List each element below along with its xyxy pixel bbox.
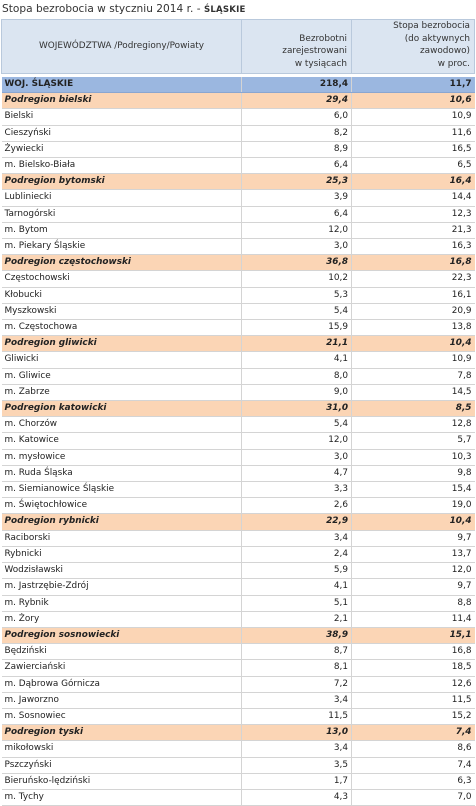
table-row (2, 741, 475, 757)
table-row (2, 206, 475, 222)
table-row (2, 676, 475, 692)
header-region-column: WOJEWÓDZTWA /Podregiony/Powiaty (2, 20, 242, 74)
unemployed-cell: 36,8 (242, 255, 352, 271)
unemployed-cell: 3,0 (242, 449, 352, 465)
rate-cell: 15,4 (352, 482, 475, 498)
region-name-cell: Cieszyński (2, 125, 242, 141)
unemployed-cell: 31,0 (242, 401, 352, 417)
unemployed-cell: 5,3 (242, 287, 352, 303)
rate-cell: 8,8 (352, 595, 475, 611)
header-rate-line-1: Stopa bezrobocia (393, 21, 470, 31)
region-name-cell: m. Jaworzno (2, 692, 242, 708)
region-name-cell: Będziński (2, 644, 242, 660)
table-row (2, 660, 475, 676)
header-unemployed-line-2: zarejestrowani (282, 46, 347, 56)
table-row (2, 546, 475, 562)
unemployed-cell: 3,0 (242, 239, 352, 255)
rate-cell: 9,7 (352, 530, 475, 546)
table-row (2, 190, 475, 206)
region-name-cell: Rybnicki (2, 546, 242, 562)
region-name-cell: Lubliniecki (2, 190, 242, 206)
unemployed-cell: 15,9 (242, 320, 352, 336)
table-row (2, 433, 475, 449)
unemployed-cell: 3,9 (242, 190, 352, 206)
unemployed-cell: 3,4 (242, 530, 352, 546)
unemployed-cell: 9,0 (242, 384, 352, 400)
table-row (2, 789, 475, 805)
unemployed-cell: 1,7 (242, 773, 352, 789)
region-name-cell: m. Zabrze (2, 384, 242, 400)
unemployed-cell: 5,9 (242, 563, 352, 579)
rate-cell: 7,0 (352, 789, 475, 805)
unemployed-cell: 25,3 (242, 174, 352, 190)
region-name-cell: Tarnogórski (2, 206, 242, 222)
table-row (2, 449, 475, 465)
rate-cell: 8,6 (352, 741, 475, 757)
table-row (2, 530, 475, 546)
table-row (2, 595, 475, 611)
table-row (2, 352, 475, 368)
title-region: ŚLĄSKIE (203, 5, 246, 15)
rate-cell: 15,2 (352, 708, 475, 724)
rate-cell: 22,3 (352, 271, 475, 287)
header-unemployed-column (242, 20, 352, 74)
table-row (2, 498, 475, 514)
rate-cell: 16,8 (352, 255, 475, 271)
subregion-row (2, 93, 475, 109)
unemployed-cell: 5,4 (242, 303, 352, 319)
region-name-cell: m. Sosnowiec (2, 708, 242, 724)
region-name-cell: Podregion bytomski (2, 174, 242, 190)
unemployed-cell: 4,1 (242, 579, 352, 595)
unemployed-cell: 3,4 (242, 741, 352, 757)
table-row (2, 417, 475, 433)
table-row (2, 368, 475, 384)
unemployed-cell: 2,6 (242, 498, 352, 514)
rate-cell: 14,4 (352, 190, 475, 206)
rate-cell: 11,5 (352, 692, 475, 708)
region-name-cell: mikołowski (2, 741, 242, 757)
region-name-cell: m. Rybnik (2, 595, 242, 611)
region-name-cell: m. Świętochłowice (2, 498, 242, 514)
table-row (2, 482, 475, 498)
rate-cell: 16,3 (352, 239, 475, 255)
rate-cell: 15,1 (352, 627, 475, 643)
region-name-cell: m. Siemianowice Śląskie (2, 482, 242, 498)
unemployed-cell: 29,4 (242, 93, 352, 109)
rate-cell: 6,3 (352, 773, 475, 789)
header-rate-line-3: w proc. (437, 58, 470, 69)
subregion-row (2, 401, 475, 417)
rate-cell: 10,4 (352, 336, 475, 352)
region-name-cell: m. Dąbrowa Górnicza (2, 676, 242, 692)
table-row (2, 271, 475, 287)
unemployed-cell: 218,4 (242, 77, 352, 93)
rate-cell: 13,7 (352, 546, 475, 562)
table-row (2, 708, 475, 724)
table-row (2, 644, 475, 660)
rate-cell: 16,4 (352, 174, 475, 190)
rate-cell: 10,4 (352, 514, 475, 530)
unemployed-cell: 8,1 (242, 660, 352, 676)
rate-cell: 18,5 (352, 660, 475, 676)
rate-cell: 10,3 (352, 449, 475, 465)
region-name-cell: Podregion katowicki (2, 401, 242, 417)
region-name-cell: m. Chorzów (2, 417, 242, 433)
unemployed-cell: 10,2 (242, 271, 352, 287)
unemployed-cell: 6,0 (242, 109, 352, 125)
header-unemployed-line-1: Bezrobotni (299, 33, 347, 44)
region-name-cell: m. Częstochowa (2, 320, 242, 336)
rate-cell: 10,9 (352, 109, 475, 125)
unemployment-table (1, 19, 475, 806)
rate-cell: 7,8 (352, 368, 475, 384)
unemployed-cell: 3,4 (242, 692, 352, 708)
unemployed-cell: 12,0 (242, 433, 352, 449)
unemployed-cell: 38,9 (242, 627, 352, 643)
rate-cell: 11,4 (352, 611, 475, 627)
subregion-row (2, 336, 475, 352)
table-row (2, 563, 475, 579)
subregion-row (2, 255, 475, 271)
rate-cell: 6,5 (352, 158, 475, 174)
table-row (2, 141, 475, 157)
table-body (2, 74, 475, 806)
unemployed-cell: 2,4 (242, 546, 352, 562)
unemployed-cell: 4,7 (242, 465, 352, 481)
region-name-cell: m. Jastrzębie-Zdrój (2, 579, 242, 595)
region-name-cell: Podregion częstochowski (2, 255, 242, 271)
rate-cell: 7,4 (352, 725, 475, 741)
rate-cell: 11,7 (352, 77, 475, 93)
region-name-cell: m. Bielsko-Biała (2, 158, 242, 174)
rate-cell: 19,0 (352, 498, 475, 514)
rate-cell: 11,6 (352, 125, 475, 141)
region-name-cell: Bielski (2, 109, 242, 125)
table-row (2, 158, 475, 174)
unemployed-cell: 22,9 (242, 514, 352, 530)
region-name-cell: Podregion gliwicki (2, 336, 242, 352)
region-name-cell: Podregion bielski (2, 93, 242, 109)
region-name-cell: m. Ruda Śląska (2, 465, 242, 481)
subregion-row (2, 514, 475, 530)
table-row (2, 222, 475, 238)
region-name-cell: Podregion rybnicki (2, 514, 242, 530)
rate-cell: 14,5 (352, 384, 475, 400)
unemployed-cell: 2,1 (242, 611, 352, 627)
rate-cell: 12,0 (352, 563, 475, 579)
unemployed-cell: 4,1 (242, 352, 352, 368)
rate-cell: 9,7 (352, 579, 475, 595)
region-name-cell: Myszkowski (2, 303, 242, 319)
header-rate-column (352, 20, 475, 74)
rate-cell: 10,9 (352, 352, 475, 368)
rate-cell: 16,1 (352, 287, 475, 303)
table-row (2, 579, 475, 595)
unemployed-cell: 3,3 (242, 482, 352, 498)
region-name-cell: Podregion tyski (2, 725, 242, 741)
unemployed-cell: 12,0 (242, 222, 352, 238)
region-name-cell: Częstochowski (2, 271, 242, 287)
rate-cell: 12,3 (352, 206, 475, 222)
rate-cell: 8,5 (352, 401, 475, 417)
table-row (2, 611, 475, 627)
region-name-cell: m. Tychy (2, 789, 242, 805)
unemployed-cell: 6,4 (242, 206, 352, 222)
region-name-cell: Gliwicki (2, 352, 242, 368)
table-row (2, 287, 475, 303)
region-name-cell: Podregion sosnowiecki (2, 627, 242, 643)
unemployed-cell: 13,0 (242, 725, 352, 741)
region-name-cell: m. Piekary Śląskie (2, 239, 242, 255)
region-name-cell: Wodzisławski (2, 563, 242, 579)
rate-cell: 7,4 (352, 757, 475, 773)
table-row (2, 320, 475, 336)
table-row (2, 757, 475, 773)
region-name-cell: Raciborski (2, 530, 242, 546)
table-row (2, 125, 475, 141)
title-main: Stopa bezrobocia w styczniu 2014 r. - (2, 3, 201, 15)
unemployed-cell: 21,1 (242, 336, 352, 352)
region-name-cell: Zawierciański (2, 660, 242, 676)
rate-cell: 21,3 (352, 222, 475, 238)
unemployed-cell: 4,3 (242, 789, 352, 805)
table-header-row (2, 20, 475, 74)
table-row (2, 239, 475, 255)
unemployed-cell: 5,1 (242, 595, 352, 611)
region-name-cell: m. Katowice (2, 433, 242, 449)
table-row (2, 773, 475, 789)
header-rate-line-2: (do aktywnych zawodowo) (404, 33, 470, 56)
rate-cell: 10,6 (352, 93, 475, 109)
region-name-cell: Pszczyński (2, 757, 242, 773)
subregion-row (2, 725, 475, 741)
region-name-cell: Kłobucki (2, 287, 242, 303)
unemployed-cell: 3,5 (242, 757, 352, 773)
table-row (2, 692, 475, 708)
region-name-cell: m. mysłowice (2, 449, 242, 465)
rate-cell: 12,6 (352, 676, 475, 692)
page-title (0, 0, 476, 19)
table-row (2, 465, 475, 481)
unemployed-cell: 8,0 (242, 368, 352, 384)
unemployed-cell: 8,2 (242, 125, 352, 141)
table-row (2, 303, 475, 319)
subregion-row (2, 627, 475, 643)
rate-cell: 5,7 (352, 433, 475, 449)
rate-cell: 16,5 (352, 141, 475, 157)
unemployed-cell: 6,4 (242, 158, 352, 174)
table-row (2, 384, 475, 400)
rate-cell: 16,8 (352, 644, 475, 660)
unemployed-cell: 8,7 (242, 644, 352, 660)
voivodeship-row (2, 77, 475, 93)
region-name-cell: WOJ. ŚLĄSKIE (2, 77, 242, 93)
rate-cell: 13,8 (352, 320, 475, 336)
region-name-cell: Bieruńsko-lędziński (2, 773, 242, 789)
unemployed-cell: 8,9 (242, 141, 352, 157)
header-unemployed-line-3: w tysiącach (294, 58, 347, 69)
rate-cell: 9,8 (352, 465, 475, 481)
subregion-row (2, 174, 475, 190)
region-name-cell: m. Żory (2, 611, 242, 627)
table-row (2, 109, 475, 125)
rate-cell: 12,8 (352, 417, 475, 433)
unemployed-cell: 5,4 (242, 417, 352, 433)
rate-cell: 20,9 (352, 303, 475, 319)
region-name-cell: Żywiecki (2, 141, 242, 157)
unemployed-cell: 11,5 (242, 708, 352, 724)
region-name-cell: m. Gliwice (2, 368, 242, 384)
region-name-cell: m. Bytom (2, 222, 242, 238)
unemployed-cell: 7,2 (242, 676, 352, 692)
